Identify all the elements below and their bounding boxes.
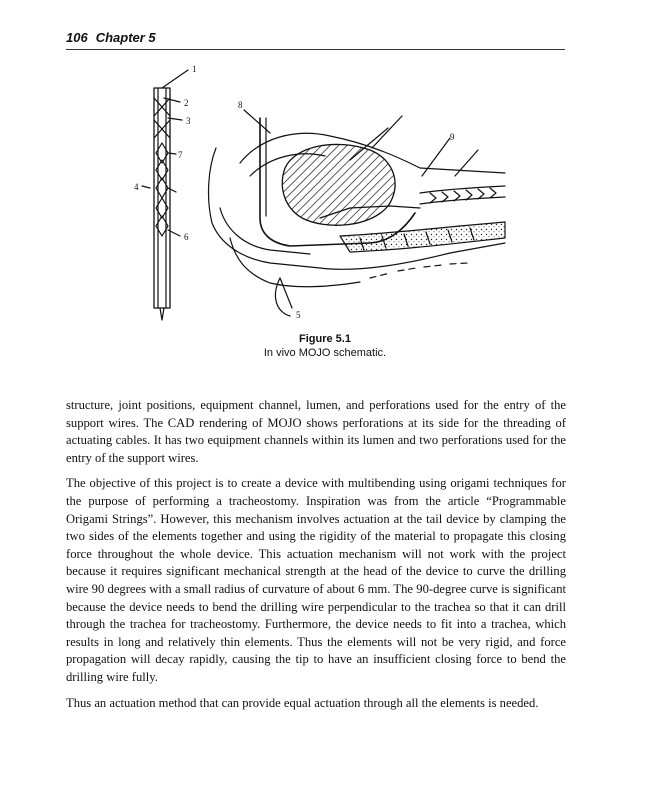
callout-9: 9 <box>450 132 455 142</box>
callout-6: 6 <box>184 232 189 242</box>
callout-1: 1 <box>192 64 197 74</box>
mojo-schematic-drawing <box>120 58 520 328</box>
chapter-title: Chapter 5 <box>95 30 156 45</box>
callout-7: 7 <box>178 150 183 160</box>
paragraph: Thus an actuation method that can provide equal actuation through all the elements is needed. <box>66 695 539 710</box>
page-number: 106 <box>66 30 88 45</box>
body-text <box>66 397 566 720</box>
callout-4: 4 <box>134 182 139 192</box>
header-rule <box>66 49 565 50</box>
paragraph: The objective of this project is to create a device with multibending using origami techniques for the purpose of performing a tracheostomy. Inspiration was from the article “Programmable Origami Strings”. However, this mechanism involves actuation at the tail device by clamping the two sides of the elements together and using the rigidity of the material to propagate this closing force throughout the whole device. This actuation mechanism will not work with the project because it requires significant mechanical strength at the head of the device to curve the drilling wire 90 degrees with a small radius of curvature of about 6 mm. The 90-degree curve is significant because the device needs to bend the drilling wire perpendicular to the trachea so that it can drill through the trachea for tracheostomy. Furthermore, the device needs to fit into a trachea, which results in long and relatively thin elements. Thus the elements will not be very rigid, and force propagation will decay rapidly, causing the tip to have an insufficient closing force to bend the drilling wire fully. <box>66 476 566 684</box>
paragraph: structure, joint positions, equipment channel, lumen, and perforations used for the entry of the support wires. The CAD rendering of MOJO shows perforations at its side for the threading of actuating cables. It has two equipment channels within its lumen and two perforations used for the entry of the support wires. <box>66 398 566 465</box>
caption-number: Figure 5.1 <box>299 333 351 345</box>
callout-2: 2 <box>184 98 189 108</box>
figure-5-1 <box>120 58 520 328</box>
figure-caption <box>150 332 500 360</box>
caption-text: In vivo MOJO schematic. <box>263 347 387 359</box>
running-head <box>66 30 566 45</box>
anatomy-section <box>209 110 505 316</box>
callout-3: 3 <box>186 116 191 126</box>
device-column <box>142 70 188 320</box>
callout-8: 8 <box>238 100 243 110</box>
callout-5: 5 <box>296 310 301 320</box>
